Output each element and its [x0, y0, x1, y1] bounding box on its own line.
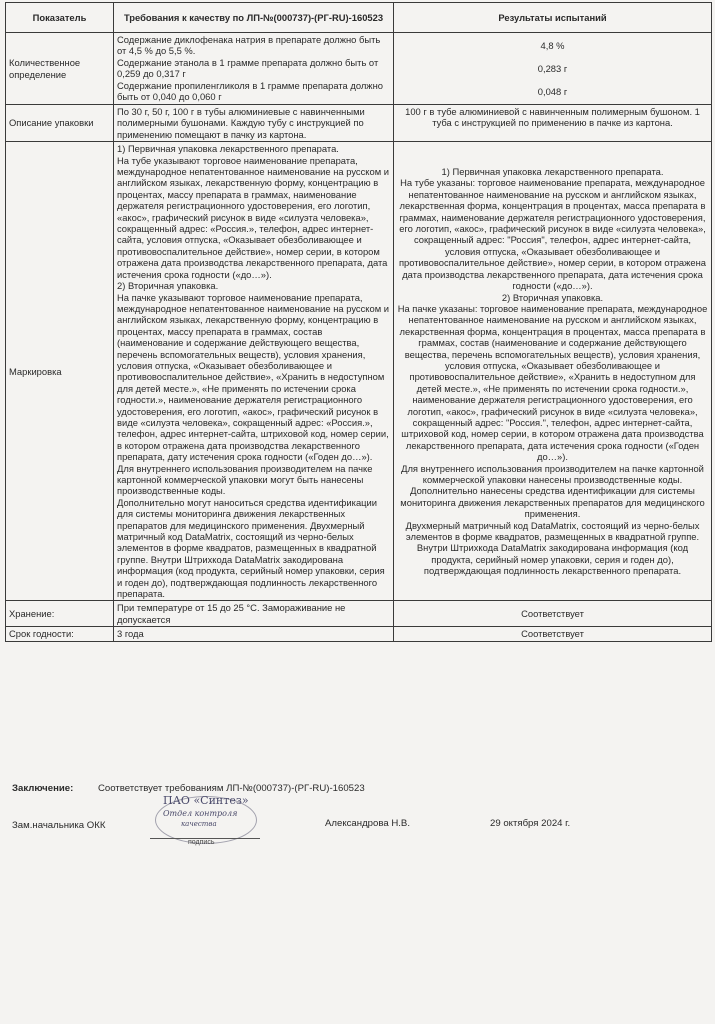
marking-req-para: Для внутреннего использования производителем на пачке картонной коммерческой упаковки могут быть нанесены производственные коды. [117, 462, 373, 497]
packaging-requirements: По 30 г, 50 г, 100 г в тубы алюминиевые с навинченными полимерными бушонами. Каждую тубу с инструкцией по применению помещают в пачку из картона. [114, 105, 394, 142]
marking-req-para: 2) Вторичная упаковка. [117, 280, 219, 292]
marking-results [394, 142, 712, 601]
packaging-label: Описание упаковки [6, 105, 114, 142]
marking-req-para: На пачке указывают торговое наименование препарата, международное непатентованное наименование на русском и английском языках, лекарственную форму, концентрацию в процентах, массу препарата в граммах, состав (наименование и содержание действующего вещества, перечень вспомогательных веществ), условия хранения, условия отпуска, «Оказывает обезболивающее и противовоспалительное действие», «Хранить в недоступном для детей месте.», «Не применять по истечении срока годности.», наименование держателя регистрационного удостоверения, его логотип, «акос», графический рисунок в виде «силуэта человека», сокращенный адрес: «Россия.», телефон, адрес интернет-сайта, штриховой код, номер серии, в котором отражена дата производства лекарственного препарата, дату истечения срока годности («Годен до…»). [117, 291, 389, 463]
marking-res-para: На пачке указаны: торговое наименование препарата, международное непатентованное наименование на русском и английском языках, лекарственная форма, концентрация в процентах, масса препарата в граммах, состав (наименование и содержание действующего вещества, перечень вспомогательных веществ), условия хранения, условия отпуска, «Оказывает обезболивающее и противовоспалительное действие», «Хранить в недоступном для детей месте.», «Не применять по истечении срока годности.», наименование держателя регистрационного удостоверения, его логотип, «акос», графический рисунок в виде «силуэта человека», сокращенный адрес: "Россия.", телефон, адрес интернет-сайта, штриховой код, номер серии, в котором отражена дата производства лекарственного препарата, дата истечения срока годности («Годен до…»). [397, 302, 708, 463]
res-diclofenac: 4,8 % [540, 39, 565, 51]
marking-res-para: 2) Вторичная упаковка. [501, 291, 604, 303]
conclusion-label: Заключение: [12, 783, 74, 794]
signatory-position: Зам.начальника ОКК [12, 820, 106, 831]
packaging-row [6, 105, 712, 142]
storage-label: Хранение: [6, 601, 114, 627]
res-ethanol: 0,283 г [537, 62, 568, 74]
req-diclofenac: Содержание диклофенака натрия в препарате должно быть от 4,5 % до 5,5 %. [117, 34, 381, 57]
shelf-life-results: Соответствует [394, 627, 712, 641]
marking-res-para: 1) Первичная упаковка лекарственного препарата. [441, 166, 664, 178]
storage-requirements: При температуре от 15 до 25 °С. Замораживание не допускается [114, 601, 394, 627]
stamp-line-2: Отдел контроля [163, 809, 238, 818]
signature-date: 29 октября 2024 г. [490, 818, 571, 829]
req-propylene-glycol: Содержание пропиленгликоля в 1 грамме препарата должно быть от 0,040 до 0,060 г [117, 80, 383, 103]
header-results: Результаты испытаний [394, 3, 712, 33]
marking-requirements [114, 142, 394, 601]
quantitative-results [394, 33, 712, 105]
marking-res-para: Дополнительно нанесены средства идентификации для системы мониторинга движения лекарственных препаратов для медицинского применения. [400, 485, 705, 520]
signatory-name: Александрова Н.В. [325, 818, 410, 829]
marking-req-para: На тубе указывают торговое наименование препарата, международное непатентованное наименование на русском и английском языках, лекарственную форму, концентрацию в процентах, массу препарата в граммах, наименование держателя регистрационного удостоверения, его логотип, «акос», графический рисунок в виде «силуэта человека», сокращенный адрес: «Россия.», телефон, адрес интернет-сайта, условия отпуска, «Оказывает обезболивающее и противовоспалительное действие», номер серии, в котором отражена дата производства лекарственного препарата, дата истечения срока годности («до…»). [117, 154, 389, 280]
marking-label: Маркировка [6, 142, 114, 601]
signature-caption: подпись [188, 839, 215, 846]
conclusion [12, 783, 365, 794]
marking-req-para: Дополнительно могут наноситься средства идентификации для системы мониторинга движения лекарственных препаратов для медицинского применения. Двухмерный матричный код DataMatrix, состоящий из черно-белых элементов в форме квадратов, размещенных в квадратной группе. Внутри Штрихкода DataMatrix закодирована информация (код продукта, серийный номер упаковки, серия и годен до), подтверждающая подлинность лекарственного препарата. [117, 496, 385, 600]
marking-row [6, 142, 712, 601]
quantitative-label: Количественное определение [6, 33, 114, 105]
res-propylene-glycol: 0,048 г [537, 85, 568, 97]
shelf-life-row [6, 627, 712, 641]
marking-res-para: Двухмерный матричный код DataMatrix, состоящий из черно-белых элементов в форме квадратов, размещенных в квадратной группе. Внутри Штрихкода DataMatrix закодирована информация (код продукта, серийный номер упаковки, серия и годен до), подтверждающая подлинность лекарственного препарата. [405, 519, 700, 577]
header-requirements: Требования к качеству по ЛП-№(000737)-(РГ-RU)-160523 [114, 3, 394, 33]
quantitative-row [6, 33, 712, 105]
storage-row [6, 601, 712, 627]
header-indicator: Показатель [6, 3, 114, 33]
quality-table [5, 2, 712, 642]
quantitative-requirements [114, 33, 394, 105]
stamp-line-1: ПАО «Синтез» [163, 794, 249, 807]
stamp-line-3: качества [181, 820, 217, 828]
shelf-life-requirements: 3 года [114, 627, 394, 641]
req-ethanol: Содержание этанола в 1 грамме препарата должно быть от 0,259 до 0,317 г [117, 57, 379, 80]
conclusion-text: Соответствует требованиям ЛП-№(000737)-(РГ-RU)-160523 [98, 783, 365, 794]
table-header-row [6, 3, 712, 33]
marking-res-para: Для внутреннего использования производителем на пачке картонной коммерческой упаковки нанесены производственные коды. [401, 462, 704, 485]
shelf-life-label: Срок годности: [6, 627, 114, 641]
packaging-results: 100 г в тубе алюминиевой с навинченным полимерным бушоном. 1 туба с инструкцией по применению в пачке из картона. [394, 105, 712, 142]
marking-req-para: 1) Первичная упаковка лекарственного препарата. [117, 143, 339, 155]
marking-res-para: На тубе указаны: торговое наименование препарата, международное непатентованное наименование на русском и английском языках, лекарственная форма, концентрация в процентах, масса препарата в граммах, наименование держателя регистрационного удостоверения, его логотип, «акос», графический рисунок в виде «силуэта человека», сокращенный адрес: "Россия", телефон, адрес интернет-сайта, условия отпуска, «Оказывает обезболивающее и противовоспалительное действие», номер серии, в котором отражена дата производства лекарственного препарата, дата истечения срока годности («до…»). [398, 177, 707, 292]
storage-results: Соответствует [394, 601, 712, 627]
